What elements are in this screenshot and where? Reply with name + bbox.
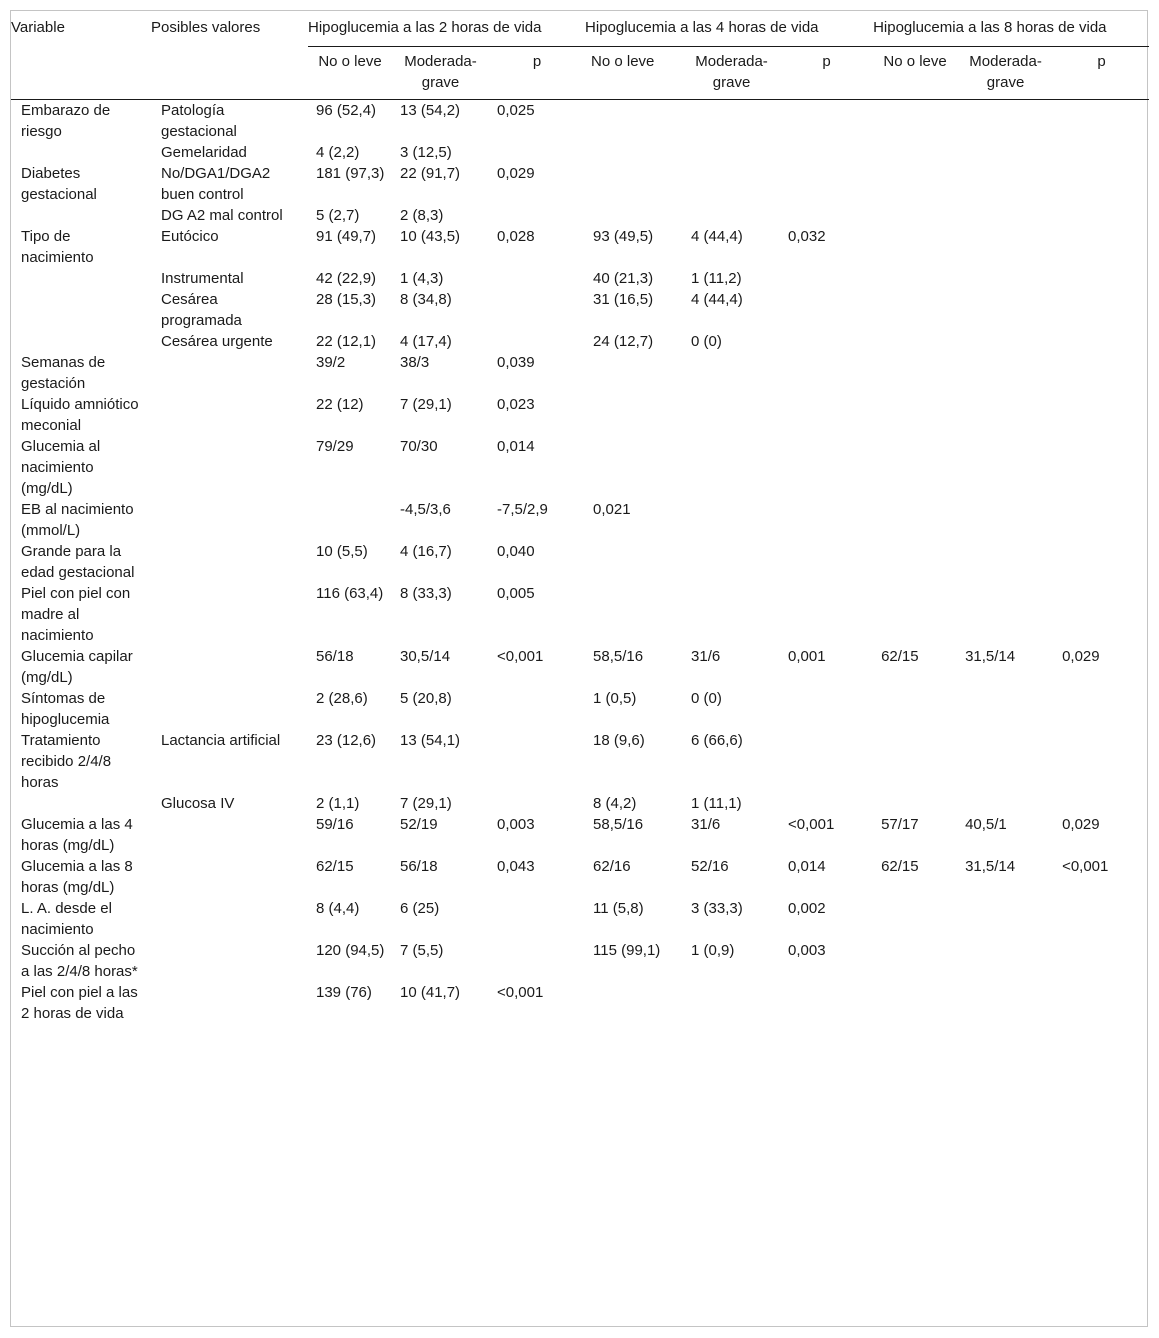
- cell-2h-no-leve: 5 (2,7): [316, 207, 360, 224]
- table-row: [11, 268, 1149, 289]
- cell-4h-moderada-grave: 4 (44,4): [691, 291, 743, 308]
- cell-2h-p: 0,040: [497, 543, 535, 560]
- cell-2h-moderada-grave: 10 (41,7): [400, 984, 461, 1001]
- cell-possible-value: [151, 814, 308, 856]
- cell-2h-no-leve: 62/15: [316, 858, 354, 875]
- cell-4h-no-leve: 24 (12,7): [593, 333, 654, 350]
- table-row: [11, 163, 1149, 205]
- cell-4h-moderada-grave: 6 (66,6): [691, 732, 743, 749]
- cell-8h-no-leve: 62/15: [881, 858, 919, 875]
- cell-4h-moderada-grave: [683, 541, 780, 583]
- cell-4h-moderada-grave: [683, 142, 780, 163]
- cell-2h-no-leve: 116 (63,4): [316, 585, 384, 602]
- cell-2h-p: 0,003: [497, 816, 535, 833]
- cell-2h-no-leve: 59/16: [316, 816, 354, 833]
- table-row: [11, 730, 1149, 793]
- cell-2h-no-leve: 22 (12): [316, 396, 364, 413]
- cell-8h-moderada-grave: [957, 289, 1054, 331]
- cell-2h-p: 0,043: [497, 858, 535, 875]
- cell-8h-p: [1054, 541, 1149, 583]
- cell-8h-no-leve: [873, 688, 957, 730]
- cell-possible-value: Eutócico: [161, 228, 219, 245]
- table-row: [11, 352, 1149, 394]
- cell-8h-p: [1054, 940, 1149, 982]
- header-4h-moderada-grave: Moderada-grave: [695, 53, 768, 91]
- cell-2h-moderada-grave: 70/30: [400, 438, 438, 455]
- cell-4h-p: [780, 436, 873, 499]
- cell-4h-no-leve: 93 (49,5): [593, 228, 654, 245]
- header-2h-no-leve: No o leve: [318, 53, 382, 70]
- cell-2h-no-leve: 4 (2,2): [316, 144, 360, 161]
- cell-8h-no-leve: [873, 142, 957, 163]
- cell-4h-no-leve: 11 (5,8): [593, 900, 644, 917]
- header-8h-moderada-grave: Moderada-grave: [969, 53, 1042, 91]
- cell-variable: Embarazo de riesgo: [21, 102, 111, 140]
- table-row: [11, 142, 1149, 163]
- cell-possible-value: Gemelaridad: [161, 144, 247, 161]
- cell-8h-moderada-grave: [957, 163, 1054, 205]
- cell-8h-no-leve: [873, 394, 957, 436]
- cell-4h-no-leve: [585, 394, 683, 436]
- cell-2h-no-leve: 2 (1,1): [316, 795, 360, 812]
- cell-8h-no-leve: [873, 331, 957, 352]
- cell-4h-no-leve: 58,5/16: [593, 816, 644, 833]
- cell-2h-moderada-grave: -4,5/3,6: [400, 501, 451, 518]
- cell-4h-moderada-grave: [683, 499, 780, 541]
- cell-variable: [11, 289, 151, 331]
- cell-2h-no-leve: 181 (97,3): [316, 165, 385, 182]
- cell-possible-value: No/DGA1/DGA2 buen control: [161, 165, 271, 203]
- cell-4h-p: [780, 142, 873, 163]
- cell-8h-p: [1054, 499, 1149, 541]
- cell-4h-no-leve: 115 (99,1): [593, 942, 661, 959]
- cell-variable: Succión al pecho a las 2/4/8 horas*: [21, 942, 138, 980]
- cell-8h-moderada-grave: [957, 436, 1054, 499]
- cell-4h-moderada-grave: 1 (0,9): [691, 942, 735, 959]
- cell-8h-no-leve: [873, 289, 957, 331]
- cell-variable: Glucemia a las 8 horas (mg/dL): [21, 858, 133, 896]
- cell-2h-moderada-grave: 8 (34,8): [400, 291, 452, 308]
- cell-2h-p: <0,001: [497, 984, 544, 1001]
- cell-2h-p: 0,025: [497, 102, 535, 119]
- cell-4h-p: [780, 583, 873, 646]
- cell-4h-moderada-grave: 3 (33,3): [691, 900, 743, 917]
- cell-2h-p: [489, 793, 585, 814]
- cell-4h-p: [780, 205, 873, 226]
- cell-possible-value: [151, 646, 308, 688]
- cell-2h-p: [489, 331, 585, 352]
- header-4h-no-leve: No o leve: [591, 53, 655, 70]
- cell-2h-no-leve: 2 (28,6): [316, 690, 368, 707]
- cell-possible-value: DG A2 mal control: [161, 207, 283, 224]
- cell-possible-value: [151, 394, 308, 436]
- cell-2h-no-leve: 23 (12,6): [316, 732, 377, 749]
- cell-8h-p: [1054, 268, 1149, 289]
- cell-possible-value: [151, 499, 308, 541]
- cell-2h-moderada-grave: 38/3: [400, 354, 430, 371]
- cell-2h-moderada-grave: 6 (25): [400, 900, 440, 917]
- cell-possible-value: [151, 688, 308, 730]
- cell-2h-no-leve: 120 (94,5): [316, 942, 385, 959]
- header-group-4h: Hipoglucemia a las 4 horas de vida: [585, 11, 873, 47]
- cell-8h-no-leve: [873, 226, 957, 268]
- cell-4h-p: 0,003: [788, 942, 826, 959]
- cell-8h-no-leve: [873, 352, 957, 394]
- cell-8h-moderada-grave: [957, 688, 1054, 730]
- cell-8h-p: [1054, 793, 1149, 814]
- cell-4h-no-leve: [585, 583, 683, 646]
- table-row: [11, 499, 1149, 541]
- table-row: [11, 583, 1149, 646]
- cell-2h-moderada-grave: 3 (12,5): [400, 144, 452, 161]
- cell-4h-no-leve: 40 (21,3): [593, 270, 654, 287]
- cell-2h-moderada-grave: 5 (20,8): [400, 690, 452, 707]
- cell-2h-p: [489, 289, 585, 331]
- cell-8h-moderada-grave: [957, 541, 1054, 583]
- cell-possible-value: Lactancia artificial: [161, 732, 281, 749]
- cell-4h-p: 0,002: [788, 900, 826, 917]
- cell-4h-p: [780, 289, 873, 331]
- header-group-2h: Hipoglucemia a las 2 horas de vida: [308, 11, 585, 47]
- cell-8h-p: [1054, 289, 1149, 331]
- cell-4h-p: [780, 730, 873, 793]
- cell-4h-no-leve: 18 (9,6): [593, 732, 645, 749]
- cell-2h-no-leve: 39/2: [316, 354, 346, 371]
- cell-2h-p: [489, 268, 585, 289]
- cell-4h-p: [780, 163, 873, 205]
- cell-variable: Diabetes gestacional: [21, 165, 97, 203]
- header-8h-no-leve: No o leve: [883, 53, 947, 70]
- cell-4h-no-leve: 62/16: [593, 858, 631, 875]
- table-row: [11, 541, 1149, 583]
- cell-8h-no-leve: [873, 982, 957, 1032]
- cell-2h-p: -7,5/2,9: [497, 501, 548, 518]
- cell-8h-p: [1054, 583, 1149, 646]
- cell-4h-no-leve: 0,021: [593, 501, 631, 518]
- cell-2h-no-leve: 10 (5,5): [316, 543, 368, 560]
- cell-2h-moderada-grave: 7 (5,5): [400, 942, 444, 959]
- cell-2h-moderada-grave: 4 (16,7): [400, 543, 452, 560]
- cell-4h-no-leve: [585, 163, 683, 205]
- cell-8h-no-leve: [873, 730, 957, 793]
- cell-4h-moderada-grave: [683, 100, 780, 143]
- cell-4h-moderada-grave: 0 (0): [691, 333, 722, 350]
- table-row: [11, 793, 1149, 814]
- table-row: [11, 436, 1149, 499]
- cell-4h-p: 0,032: [788, 228, 826, 245]
- cell-variable: Grande para la edad gestacional: [21, 543, 135, 581]
- cell-2h-moderada-grave: 4 (17,4): [400, 333, 452, 350]
- cell-8h-moderada-grave: [957, 352, 1054, 394]
- cell-4h-no-leve: 31 (16,5): [593, 291, 654, 308]
- header-group-8h: Hipoglucemia a las 8 horas de vida: [873, 11, 1149, 47]
- cell-8h-moderada-grave: [957, 142, 1054, 163]
- cell-8h-p: [1054, 898, 1149, 940]
- cell-2h-no-leve: 8 (4,4): [316, 900, 360, 917]
- cell-2h-no-leve: 79/29: [316, 438, 354, 455]
- table-row: [11, 688, 1149, 730]
- cell-2h-moderada-grave: 1 (4,3): [400, 270, 444, 287]
- cell-8h-no-leve: [873, 583, 957, 646]
- cell-possible-value: [151, 898, 308, 940]
- cell-2h-no-leve: 22 (12,1): [316, 333, 377, 350]
- cell-2h-p: 0,028: [497, 228, 535, 245]
- cell-variable: [11, 331, 151, 352]
- table-row: [11, 814, 1149, 856]
- cell-2h-p: <0,001: [497, 648, 544, 665]
- cell-2h-p: [489, 142, 585, 163]
- cell-variable: [11, 268, 151, 289]
- cell-8h-moderada-grave: 31,5/14: [965, 648, 1016, 665]
- results-table: [11, 11, 1149, 1032]
- table-row: [11, 100, 1149, 143]
- cell-8h-moderada-grave: [957, 793, 1054, 814]
- cell-8h-p: <0,001: [1062, 858, 1109, 875]
- cell-8h-no-leve: [873, 436, 957, 499]
- cell-4h-p: 0,001: [788, 648, 826, 665]
- table-row: [11, 982, 1149, 1032]
- cell-4h-p: [780, 268, 873, 289]
- cell-variable: Semanas de gestación: [21, 354, 106, 392]
- cell-8h-no-leve: [873, 163, 957, 205]
- table-row: [11, 856, 1149, 898]
- cell-8h-no-leve: [873, 940, 957, 982]
- cell-4h-no-leve: 58,5/16: [593, 648, 644, 665]
- cell-4h-moderada-grave: 31/6: [691, 816, 721, 833]
- cell-4h-no-leve: [585, 100, 683, 143]
- cell-2h-no-leve: 91 (49,7): [316, 228, 377, 245]
- cell-4h-no-leve: [585, 142, 683, 163]
- cell-8h-p: [1054, 142, 1149, 163]
- cell-8h-no-leve: [873, 499, 957, 541]
- cell-4h-moderada-grave: 4 (44,4): [691, 228, 743, 245]
- cell-8h-moderada-grave: [957, 730, 1054, 793]
- cell-variable: Glucemia a las 4 horas (mg/dL): [21, 816, 133, 854]
- header-2h-p: p: [532, 53, 542, 70]
- cell-possible-value: [151, 856, 308, 898]
- cell-4h-moderada-grave: 1 (11,1): [691, 795, 742, 812]
- table-row: [11, 898, 1149, 940]
- table-row: [11, 226, 1149, 268]
- cell-2h-p: 0,023: [497, 396, 535, 413]
- cell-8h-no-leve: [873, 100, 957, 143]
- cell-variable: [11, 205, 151, 226]
- cell-variable: Piel con piel con madre al nacimiento: [21, 585, 131, 644]
- cell-2h-no-leve: 28 (15,3): [316, 291, 377, 308]
- cell-4h-no-leve: 8 (4,2): [593, 795, 637, 812]
- cell-4h-p: [780, 982, 873, 1032]
- cell-8h-no-leve: 62/15: [881, 648, 919, 665]
- cell-4h-no-leve: [585, 436, 683, 499]
- cell-8h-moderada-grave: [957, 226, 1054, 268]
- cell-2h-no-leve: 139 (76): [316, 984, 372, 1001]
- cell-2h-p: 0,029: [497, 165, 535, 182]
- cell-2h-no-leve: 42 (22,9): [316, 270, 377, 287]
- cell-possible-value: [151, 352, 308, 394]
- cell-8h-moderada-grave: [957, 331, 1054, 352]
- cell-possible-value: Glucosa IV: [161, 795, 235, 812]
- cell-possible-value: [151, 436, 308, 499]
- table-row: [11, 646, 1149, 688]
- cell-2h-moderada-grave: 2 (8,3): [400, 207, 444, 224]
- cell-4h-p: [780, 688, 873, 730]
- cell-2h-p: [489, 730, 585, 793]
- cell-4h-moderada-grave: 1 (11,2): [691, 270, 742, 287]
- cell-4h-p: <0,001: [788, 816, 835, 833]
- cell-8h-no-leve: 57/17: [881, 816, 919, 833]
- cell-4h-p: [780, 352, 873, 394]
- cell-2h-p: [489, 898, 585, 940]
- cell-8h-p: [1054, 394, 1149, 436]
- cell-8h-no-leve: [873, 205, 957, 226]
- cell-8h-p: [1054, 688, 1149, 730]
- header-4h-p: p: [822, 53, 831, 70]
- cell-8h-no-leve: [873, 268, 957, 289]
- table-row: [11, 205, 1149, 226]
- cell-2h-moderada-grave: 56/18: [400, 858, 438, 875]
- cell-8h-moderada-grave: [957, 205, 1054, 226]
- cell-8h-moderada-grave: [957, 100, 1054, 143]
- cell-8h-p: [1054, 205, 1149, 226]
- cell-possible-value: [151, 541, 308, 583]
- cell-2h-moderada-grave: 52/19: [400, 816, 438, 833]
- cell-4h-moderada-grave: 52/16: [691, 858, 729, 875]
- cell-variable: Piel con piel a las 2 horas de vida: [21, 984, 138, 1022]
- cell-possible-value: [151, 940, 308, 982]
- cell-2h-no-leve: 96 (52,4): [316, 102, 377, 119]
- cell-2h-moderada-grave: 13 (54,1): [400, 732, 461, 749]
- cell-possible-value: Instrumental: [161, 270, 244, 287]
- cell-2h-moderada-grave: 13 (54,2): [400, 102, 461, 119]
- cell-4h-no-leve: 1 (0,5): [593, 690, 637, 707]
- cell-8h-no-leve: [873, 793, 957, 814]
- cell-possible-value: Patología gestacional: [161, 102, 237, 140]
- cell-variable: EB al nacimiento (mmol/L): [21, 501, 134, 539]
- cell-2h-p: 0,005: [497, 585, 535, 602]
- cell-8h-moderada-grave: [957, 982, 1054, 1032]
- cell-4h-p: [780, 541, 873, 583]
- cell-possible-value: Cesárea urgente: [161, 333, 273, 350]
- cell-possible-value: [151, 982, 308, 1032]
- table-frame: [10, 10, 1148, 1327]
- cell-8h-moderada-grave: [957, 583, 1054, 646]
- header-8h-p: p: [1097, 53, 1106, 70]
- cell-8h-moderada-grave: 40,5/1: [965, 816, 1007, 833]
- cell-8h-moderada-grave: [957, 499, 1054, 541]
- cell-2h-moderada-grave: 7 (29,1): [400, 396, 452, 413]
- cell-4h-no-leve: [585, 352, 683, 394]
- cell-4h-p: [780, 499, 873, 541]
- cell-8h-p: [1054, 226, 1149, 268]
- cell-8h-moderada-grave: [957, 898, 1054, 940]
- cell-8h-p: [1054, 100, 1149, 143]
- cell-4h-moderada-grave: [683, 982, 780, 1032]
- cell-2h-no-leve: [308, 499, 392, 541]
- cell-4h-p: [780, 100, 873, 143]
- cell-4h-p: 0,014: [788, 858, 826, 875]
- cell-4h-moderada-grave: [683, 394, 780, 436]
- cell-8h-p: [1054, 352, 1149, 394]
- cell-4h-no-leve: [585, 982, 683, 1032]
- cell-variable: L. A. desde el nacimiento: [21, 900, 112, 938]
- cell-variable: Líquido amniótico meconial: [21, 396, 139, 434]
- cell-4h-moderada-grave: 31/6: [691, 648, 721, 665]
- cell-4h-p: [780, 793, 873, 814]
- cell-2h-p: 0,039: [497, 354, 535, 371]
- cell-4h-no-leve: [585, 541, 683, 583]
- cell-8h-p: [1054, 982, 1149, 1032]
- cell-8h-p: [1054, 436, 1149, 499]
- cell-2h-p: [489, 688, 585, 730]
- cell-8h-no-leve: [873, 898, 957, 940]
- table-body: [11, 100, 1149, 1033]
- table-row: [11, 394, 1149, 436]
- cell-variable: Tratamiento recibido 2/4/8 horas: [21, 732, 112, 791]
- cell-4h-moderada-grave: [683, 436, 780, 499]
- cell-2h-p: [489, 940, 585, 982]
- cell-2h-moderada-grave: 30,5/14: [400, 648, 451, 665]
- table-row: [11, 940, 1149, 982]
- header-2h-moderada-grave: Moderada-grave: [404, 53, 477, 91]
- cell-8h-moderada-grave: [957, 940, 1054, 982]
- cell-4h-p: [780, 394, 873, 436]
- cell-variable: Glucemia al nacimiento (mg/dL): [21, 438, 101, 497]
- cell-2h-p: 0,014: [497, 438, 535, 455]
- cell-possible-value: Cesárea programada: [161, 291, 242, 329]
- table-row: [11, 289, 1149, 331]
- cell-2h-p: [489, 205, 585, 226]
- cell-8h-moderada-grave: [957, 268, 1054, 289]
- cell-4h-moderada-grave: [683, 583, 780, 646]
- cell-2h-moderada-grave: 8 (33,3): [400, 585, 452, 602]
- cell-4h-moderada-grave: [683, 352, 780, 394]
- cell-2h-moderada-grave: 10 (43,5): [400, 228, 461, 245]
- cell-4h-moderada-grave: [683, 205, 780, 226]
- table-row: [11, 331, 1149, 352]
- cell-8h-p: 0,029: [1062, 648, 1100, 665]
- cell-4h-p: [780, 331, 873, 352]
- cell-possible-value: [151, 583, 308, 646]
- cell-2h-no-leve: 56/18: [316, 648, 354, 665]
- cell-variable: Glucemia capilar (mg/dL): [21, 648, 133, 686]
- cell-8h-p: [1054, 331, 1149, 352]
- cell-4h-moderada-grave: [683, 163, 780, 205]
- cell-variable: [11, 142, 151, 163]
- cell-variable: Síntomas de hipoglucemia: [21, 690, 110, 728]
- cell-4h-moderada-grave: 0 (0): [691, 690, 722, 707]
- cell-4h-no-leve: [585, 205, 683, 226]
- cell-8h-moderada-grave: [957, 394, 1054, 436]
- cell-variable: Tipo de nacimiento: [21, 228, 94, 266]
- header-variable: Variable: [11, 19, 65, 37]
- cell-8h-no-leve: [873, 541, 957, 583]
- cell-8h-p: [1054, 730, 1149, 793]
- header-possible-values: Posibles valores: [151, 19, 261, 37]
- cell-2h-moderada-grave: 7 (29,1): [400, 795, 452, 812]
- cell-variable: [11, 793, 151, 814]
- cell-8h-p: [1054, 163, 1149, 205]
- cell-8h-moderada-grave: 31,5/14: [965, 858, 1016, 875]
- cell-8h-p: 0,029: [1062, 816, 1100, 833]
- cell-2h-moderada-grave: 22 (91,7): [400, 165, 461, 182]
